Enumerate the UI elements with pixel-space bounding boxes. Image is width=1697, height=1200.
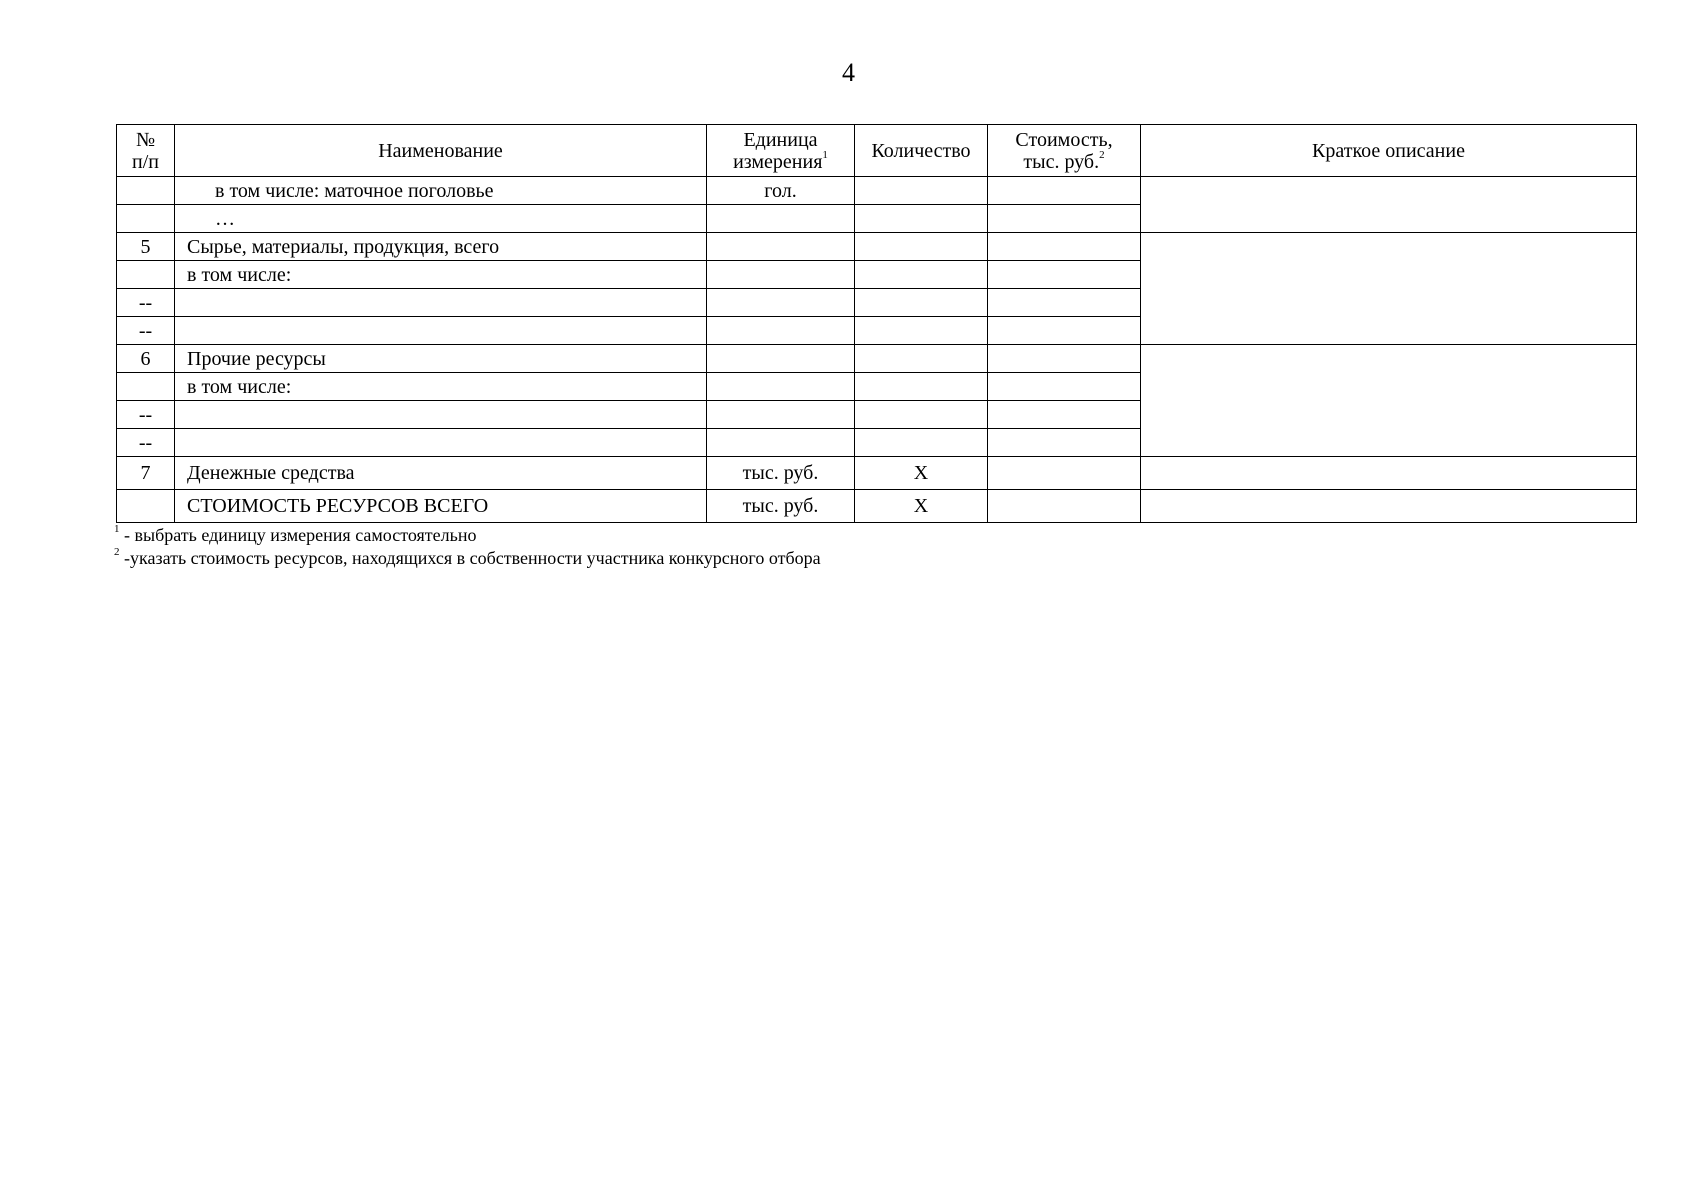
- cell-cost: [988, 345, 1141, 373]
- cell-qty: [855, 429, 988, 457]
- cell-num: --: [117, 401, 175, 429]
- cell-name: в том числе: маточное поголовье: [175, 177, 707, 205]
- footnote-1-mark: 1: [114, 523, 120, 535]
- cell-unit: [707, 261, 855, 289]
- header-cost-line2: тыс. руб.: [1023, 150, 1100, 173]
- footnote-1: [114, 524, 821, 547]
- cell-qty: [855, 205, 988, 233]
- cell-name: в том числе:: [175, 373, 707, 401]
- cell-cost: [988, 289, 1141, 317]
- cell-qty: [855, 177, 988, 205]
- header-name: Наименование: [175, 125, 707, 177]
- header-unit-footnote-mark: 1: [822, 148, 828, 161]
- cell-unit: гол.: [707, 177, 855, 205]
- table-header-row: [117, 125, 1637, 177]
- cell-qty: [855, 401, 988, 429]
- header-description: Краткое описание: [1141, 125, 1637, 177]
- cell-num: 7: [117, 457, 175, 490]
- cell-num: --: [117, 289, 175, 317]
- cell-name: СТОИМОСТЬ РЕСУРСОВ ВСЕГО: [175, 490, 707, 523]
- resources-table: [116, 124, 1637, 523]
- cell-num: [117, 261, 175, 289]
- footnotes: [114, 524, 821, 570]
- cell-description: [1141, 345, 1637, 457]
- cell-cost: [988, 429, 1141, 457]
- cell-name: Денежные средства: [175, 457, 707, 490]
- cell-cost: [988, 205, 1141, 233]
- cell-qty: [855, 261, 988, 289]
- cell-num: 5: [117, 233, 175, 261]
- cell-unit: [707, 345, 855, 373]
- cell-num: --: [117, 429, 175, 457]
- cell-num: 6: [117, 345, 175, 373]
- cell-name: [175, 401, 707, 429]
- cell-name: [175, 429, 707, 457]
- cell-num: [117, 177, 175, 205]
- header-quantity: Количество: [855, 125, 988, 177]
- cell-unit: тыс. руб.: [707, 490, 855, 523]
- table-row: [117, 233, 1637, 261]
- cell-name: …: [175, 205, 707, 233]
- cell-qty: X: [855, 457, 988, 490]
- footnote-2-text: -указать стоимость ресурсов, находящихся в собственности участника конкурсного отбора: [119, 548, 821, 568]
- cell-num: [117, 373, 175, 401]
- cell-num: [117, 205, 175, 233]
- cell-unit: [707, 233, 855, 261]
- table-row: [117, 345, 1637, 373]
- cell-name: в том числе:: [175, 261, 707, 289]
- cell-unit: [707, 373, 855, 401]
- cell-qty: [855, 317, 988, 345]
- footnote-2-mark: 2: [114, 546, 120, 558]
- cell-description: [1141, 457, 1637, 490]
- header-cost-line1: Стоимость,: [1015, 128, 1113, 151]
- cell-cost: [988, 317, 1141, 345]
- header-num: [117, 125, 175, 177]
- cell-qty: [855, 345, 988, 373]
- footnote-1-text: - выбрать единицу измерения самостоятельно: [119, 525, 477, 545]
- cell-unit: [707, 429, 855, 457]
- cell-name: Сырье, материалы, продукция, всего: [175, 233, 707, 261]
- table-row: [117, 177, 1637, 205]
- cell-cost: [988, 373, 1141, 401]
- header-cost: [988, 125, 1141, 177]
- cell-cost: [988, 401, 1141, 429]
- footnote-2: [114, 547, 821, 570]
- cell-qty: [855, 233, 988, 261]
- cell-name: [175, 289, 707, 317]
- page-number: 4: [842, 58, 855, 87]
- cell-description: [1141, 490, 1637, 523]
- cell-qty: [855, 289, 988, 317]
- cell-description: [1141, 233, 1637, 345]
- header-num-line1: №: [135, 128, 156, 151]
- table-row: [117, 490, 1637, 523]
- header-cost-footnote-mark: 2: [1099, 148, 1105, 161]
- header-num-line2: п/п: [132, 150, 159, 173]
- cell-cost: [988, 233, 1141, 261]
- cell-name: Прочие ресурсы: [175, 345, 707, 373]
- table-row: [117, 457, 1637, 490]
- header-unit-line2: измерения: [733, 150, 823, 173]
- cell-cost: [988, 177, 1141, 205]
- cell-cost: [988, 490, 1141, 523]
- header-unit: [707, 125, 855, 177]
- header-unit-line1: Единица: [743, 128, 818, 151]
- cell-unit: [707, 289, 855, 317]
- cell-num: [117, 490, 175, 523]
- cell-description: [1141, 177, 1637, 233]
- cell-name: [175, 317, 707, 345]
- cell-unit: [707, 401, 855, 429]
- cell-cost: [988, 261, 1141, 289]
- cell-cost: [988, 457, 1141, 490]
- cell-qty: [855, 373, 988, 401]
- cell-qty: X: [855, 490, 988, 523]
- cell-unit: [707, 317, 855, 345]
- cell-num: --: [117, 317, 175, 345]
- cell-unit: тыс. руб.: [707, 457, 855, 490]
- cell-unit: [707, 205, 855, 233]
